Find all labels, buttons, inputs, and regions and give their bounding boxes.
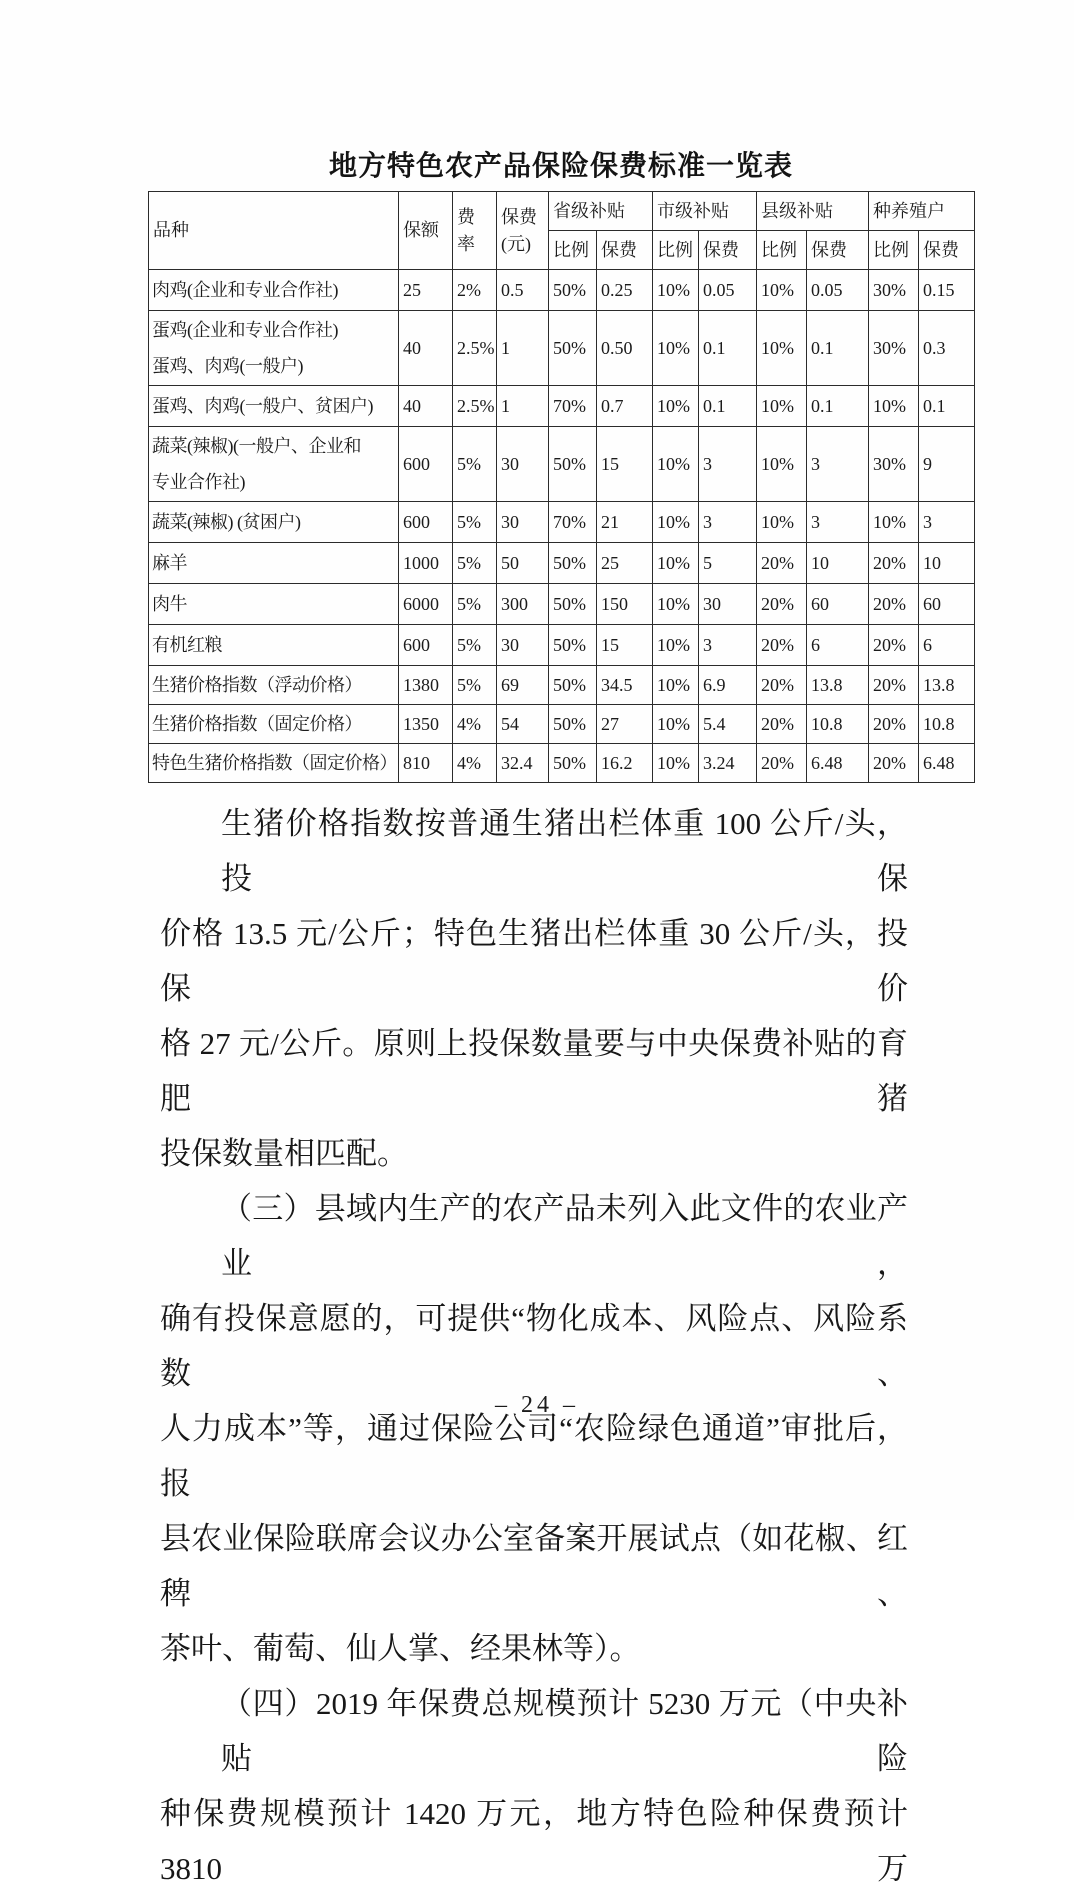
value-cell: 600 xyxy=(399,502,453,543)
document-body xyxy=(160,796,908,1896)
value-cell: 13.8 xyxy=(919,666,975,705)
table-header xyxy=(149,192,975,270)
variety-line: 有机红粮 xyxy=(152,635,222,655)
value-cell: 10% xyxy=(653,744,699,783)
subheader-province-ratio: 比例 xyxy=(549,231,597,270)
body-line: （三）县域内生产的农产品未列入此文件的农业产业， xyxy=(221,1191,908,1281)
variety-cell xyxy=(149,625,399,666)
value-cell: 6.48 xyxy=(807,744,869,783)
value-cell: 3 xyxy=(699,427,757,502)
value-cell: 20% xyxy=(757,744,807,783)
variety-cell xyxy=(149,270,399,311)
value-cell: 300 xyxy=(497,584,549,625)
value-cell: 20% xyxy=(869,625,919,666)
col-header-rate: 费率 xyxy=(453,192,497,270)
value-cell: 20% xyxy=(757,543,807,584)
value-cell: 5 xyxy=(699,543,757,584)
value-cell: 50 xyxy=(497,543,549,584)
value-cell: 3 xyxy=(807,427,869,502)
value-cell: 9 xyxy=(919,427,975,502)
value-cell: 20% xyxy=(757,666,807,705)
value-cell: 34.5 xyxy=(597,666,653,705)
col-header-province-subsidy: 省级补贴 xyxy=(549,192,653,231)
value-cell: 40 xyxy=(399,311,453,386)
value-cell: 70% xyxy=(549,386,597,427)
value-cell: 21 xyxy=(597,502,653,543)
col-header-farmer: 种养殖户 xyxy=(869,192,975,231)
variety-line: 肉牛 xyxy=(152,594,187,614)
table-row xyxy=(149,584,975,625)
value-cell: 0.05 xyxy=(807,270,869,311)
value-cell: 20% xyxy=(869,705,919,744)
value-cell: 2.5% xyxy=(453,386,497,427)
value-cell: 32.4 xyxy=(497,744,549,783)
value-cell: 5% xyxy=(453,584,497,625)
value-cell: 0.1 xyxy=(699,386,757,427)
value-cell: 0.3 xyxy=(919,311,975,386)
value-cell: 1 xyxy=(497,311,549,386)
page-number: – 24 – xyxy=(495,1392,579,1418)
value-cell: 25 xyxy=(399,270,453,311)
table-row xyxy=(149,270,975,311)
value-cell: 10% xyxy=(869,386,919,427)
table-row xyxy=(149,666,975,705)
value-cell: 3 xyxy=(919,502,975,543)
value-cell: 20% xyxy=(757,705,807,744)
value-cell: 50% xyxy=(549,625,597,666)
col-header-premium-yuan: 保费(元) xyxy=(497,192,549,270)
value-cell: 1380 xyxy=(399,666,453,705)
value-cell: 50% xyxy=(549,744,597,783)
variety-line: 特色生猪价格指数（固定价格） xyxy=(152,753,397,773)
body-line: 价格 13.5 元/公斤；特色生猪出栏体重 30 公斤/头，投保价 xyxy=(160,916,908,1006)
value-cell: 2.5% xyxy=(453,311,497,386)
subheader-city-premium: 保费 xyxy=(699,231,757,270)
body-line: （四）2019 年保费总规模预计 5230 万元（中央补贴险 xyxy=(221,1686,908,1776)
value-cell: 0.7 xyxy=(597,386,653,427)
paragraph xyxy=(160,1181,908,1676)
value-cell: 3 xyxy=(807,502,869,543)
value-cell: 0.1 xyxy=(807,311,869,386)
value-cell: 10% xyxy=(653,705,699,744)
value-cell: 6 xyxy=(919,625,975,666)
value-cell: 0.5 xyxy=(497,270,549,311)
value-cell: 5% xyxy=(453,543,497,584)
value-cell: 6 xyxy=(807,625,869,666)
value-cell: 20% xyxy=(757,584,807,625)
value-cell: 5% xyxy=(453,625,497,666)
value-cell: 3 xyxy=(699,502,757,543)
value-cell: 10% xyxy=(653,625,699,666)
table-row xyxy=(149,502,975,543)
value-cell: 20% xyxy=(869,584,919,625)
value-cell: 10% xyxy=(653,543,699,584)
body-line: 人力成本”等，通过保险公司“农险绿色通道”审批后，报 xyxy=(160,1411,908,1501)
variety-line: 蛋鸡、肉鸡(一般户) xyxy=(152,356,303,376)
value-cell: 13.8 xyxy=(807,666,869,705)
variety-line: 肉鸡(企业和专业合作社) xyxy=(152,280,338,300)
value-cell: 10% xyxy=(653,270,699,311)
col-header-city-subsidy: 市级补贴 xyxy=(653,192,757,231)
value-cell: 30% xyxy=(869,270,919,311)
value-cell: 10.8 xyxy=(807,705,869,744)
value-cell: 6000 xyxy=(399,584,453,625)
variety-line: 蔬菜(辣椒) (贫困户) xyxy=(152,512,301,532)
paragraph xyxy=(160,1676,908,1896)
value-cell: 10% xyxy=(757,386,807,427)
value-cell: 15 xyxy=(597,427,653,502)
variety-line: 蛋鸡、肉鸡(一般户、贫困户) xyxy=(152,396,373,416)
value-cell: 50% xyxy=(549,705,597,744)
variety-cell xyxy=(149,705,399,744)
table-row xyxy=(149,543,975,584)
variety-cell xyxy=(149,666,399,705)
value-cell: 10.8 xyxy=(919,705,975,744)
value-cell: 30 xyxy=(497,502,549,543)
value-cell: 30% xyxy=(869,311,919,386)
value-cell: 10% xyxy=(653,311,699,386)
table-title: 地方特色农产品保险保费标准一览表 xyxy=(328,151,793,182)
col-header-county-subsidy: 县级补贴 xyxy=(757,192,869,231)
document-content xyxy=(148,144,974,1896)
value-cell: 0.05 xyxy=(699,270,757,311)
paragraph xyxy=(160,796,908,1181)
value-cell: 50% xyxy=(549,584,597,625)
body-line: 格 27 元/公斤。原则上投保数量要与中央保费补贴的育肥猪 xyxy=(160,1026,908,1116)
subheader-county-premium: 保费 xyxy=(807,231,869,270)
value-cell: 2% xyxy=(453,270,497,311)
value-cell: 6.9 xyxy=(699,666,757,705)
value-cell: 4% xyxy=(453,744,497,783)
value-cell: 10% xyxy=(653,666,699,705)
value-cell: 30 xyxy=(497,625,549,666)
table-row xyxy=(149,744,975,783)
value-cell: 50% xyxy=(549,270,597,311)
value-cell: 5% xyxy=(453,502,497,543)
subheader-farmer-ratio: 比例 xyxy=(869,231,919,270)
body-line: 确有投保意愿的，可提供“物化成本、风险点、风险系数、 xyxy=(160,1301,908,1391)
value-cell: 150 xyxy=(597,584,653,625)
table-row xyxy=(149,427,975,502)
variety-line: 蛋鸡(企业和专业合作社) xyxy=(152,320,338,340)
value-cell: 10 xyxy=(807,543,869,584)
variety-cell xyxy=(149,584,399,625)
value-cell: 0.1 xyxy=(807,386,869,427)
value-cell: 5.4 xyxy=(699,705,757,744)
variety-cell xyxy=(149,502,399,543)
variety-line: 专业合作社) xyxy=(152,472,245,492)
variety-cell xyxy=(149,386,399,427)
variety-cell xyxy=(149,543,399,584)
value-cell: 16.2 xyxy=(597,744,653,783)
value-cell: 50% xyxy=(549,427,597,502)
value-cell: 50% xyxy=(549,666,597,705)
value-cell: 40 xyxy=(399,386,453,427)
subheader-county-ratio: 比例 xyxy=(757,231,807,270)
value-cell: 0.50 xyxy=(597,311,653,386)
value-cell: 3 xyxy=(699,625,757,666)
value-cell: 30 xyxy=(699,584,757,625)
value-cell: 0.25 xyxy=(597,270,653,311)
value-cell: 20% xyxy=(869,666,919,705)
value-cell: 50% xyxy=(549,311,597,386)
value-cell: 54 xyxy=(497,705,549,744)
premium-standard-table xyxy=(148,191,975,783)
value-cell: 0.1 xyxy=(919,386,975,427)
variety-cell xyxy=(149,744,399,783)
value-cell: 10% xyxy=(653,427,699,502)
col-header-insured-amount: 保额 xyxy=(399,192,453,270)
value-cell: 10% xyxy=(653,386,699,427)
body-line: 茶叶、葡萄、仙人掌、经果林等）。 xyxy=(160,1631,641,1666)
value-cell: 20% xyxy=(869,543,919,584)
variety-line: 蔬菜(辣椒)(一般户、企业和 xyxy=(152,436,361,456)
value-cell: 1 xyxy=(497,386,549,427)
value-cell: 10 xyxy=(919,543,975,584)
value-cell: 10% xyxy=(757,311,807,386)
value-cell: 10% xyxy=(757,502,807,543)
table-body xyxy=(149,270,975,783)
value-cell: 5% xyxy=(453,666,497,705)
subheader-city-ratio: 比例 xyxy=(653,231,699,270)
subheader-farmer-premium: 保费 xyxy=(919,231,975,270)
value-cell: 15 xyxy=(597,625,653,666)
variety-cell xyxy=(149,427,399,502)
value-cell: 10% xyxy=(757,427,807,502)
table-row xyxy=(149,386,975,427)
value-cell: 600 xyxy=(399,625,453,666)
value-cell: 1000 xyxy=(399,543,453,584)
body-line: 投保数量相匹配。 xyxy=(160,1136,408,1171)
value-cell: 0.15 xyxy=(919,270,975,311)
value-cell: 10% xyxy=(653,502,699,543)
subheader-province-premium: 保费 xyxy=(597,231,653,270)
table-row xyxy=(149,311,975,386)
variety-line: 生猪价格指数（浮动价格） xyxy=(152,675,362,695)
value-cell: 20% xyxy=(757,625,807,666)
value-cell: 600 xyxy=(399,427,453,502)
value-cell: 30% xyxy=(869,427,919,502)
value-cell: 60 xyxy=(919,584,975,625)
value-cell: 30 xyxy=(497,427,549,502)
value-cell: 810 xyxy=(399,744,453,783)
table-row xyxy=(149,705,975,744)
value-cell: 4% xyxy=(453,705,497,744)
value-cell: 69 xyxy=(497,666,549,705)
value-cell: 0.1 xyxy=(699,311,757,386)
body-line: 种保费规模预计 1420 万元，地方特色险种保费预计 3810 万 xyxy=(160,1796,908,1886)
value-cell: 20% xyxy=(869,744,919,783)
variety-cell xyxy=(149,311,399,386)
value-cell: 25 xyxy=(597,543,653,584)
body-line: 县农业保险联席会议办公室备案开展试点（如花椒、红稗、 xyxy=(160,1521,908,1611)
value-cell: 10% xyxy=(757,270,807,311)
variety-line: 生猪价格指数（固定价格） xyxy=(152,714,362,734)
value-cell: 50% xyxy=(549,543,597,584)
value-cell: 3.24 xyxy=(699,744,757,783)
value-cell: 27 xyxy=(597,705,653,744)
table-row xyxy=(149,625,975,666)
value-cell: 70% xyxy=(549,502,597,543)
value-cell: 6.48 xyxy=(919,744,975,783)
value-cell: 10% xyxy=(869,502,919,543)
value-cell: 5% xyxy=(453,427,497,502)
value-cell: 1350 xyxy=(399,705,453,744)
value-cell: 60 xyxy=(807,584,869,625)
variety-line: 麻羊 xyxy=(152,553,187,573)
body-line: 生猪价格指数按普通生猪出栏体重 100 公斤/头，投保 xyxy=(221,806,908,896)
header-row-groups xyxy=(149,192,975,231)
value-cell: 10% xyxy=(653,584,699,625)
col-header-variety: 品种 xyxy=(149,192,399,270)
